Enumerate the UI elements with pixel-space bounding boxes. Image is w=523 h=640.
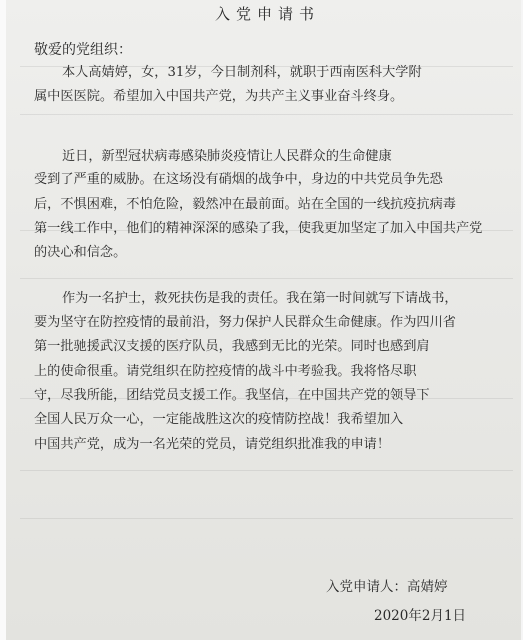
- paragraph-3-line: 全国人民万众一心，一定能战胜这次的疫情防控战！我希望加入: [34, 412, 404, 427]
- paragraph-2-line: 后，不惧困难，不怕危险，毅然冲在最前面。站在全国的一线抗疫抗病毒: [34, 197, 456, 212]
- paragraph-1-line: 属中医医院。希望加入中国共产党，为共产主义事业奋斗终身。: [34, 89, 404, 104]
- paragraph-2-line: 近日，新型冠状病毒感染肺炎疫情让人民群众的生命健康: [62, 149, 392, 164]
- ruled-line: [20, 470, 513, 471]
- salutation: 敬爱的党组织：: [34, 42, 132, 58]
- ruled-line: [20, 114, 513, 115]
- paragraph-2-line: 受到了严重的威胁。在这场没有硝烟的战争中，身边的中共党员争先恐: [34, 172, 443, 187]
- paragraph-2-line: 的决心和信念。: [34, 245, 127, 260]
- paragraph-3-line: 要为坚守在防控疫情的最前沿，努力保护人民群众生命健康。作为四川省: [34, 315, 456, 330]
- applicant-label: 入党申请人：: [326, 579, 407, 595]
- applicant-name: 高婧婷: [407, 579, 448, 595]
- paragraph-3-line: 第一批驰援武汉支援的医疗队员，我感到无比的光荣。同时也感到肩: [34, 339, 430, 354]
- signature-date: 2020年2月1日: [374, 608, 467, 624]
- applicant-signature: [326, 575, 448, 595]
- paragraph-1-line: 本人高婧婷，女，31岁，今日制剂科，就职于西南医科大学附: [62, 65, 422, 80]
- paragraph-3-line: 作为一名护士，救死扶伤是我的责任。我在第一时间就写下请战书，: [62, 291, 458, 306]
- paragraph-3-line: 上的使命很重。请党组织在防控疫情的战斗中考验我。我将恪尽职: [34, 364, 417, 379]
- paragraph-3-line: 守，尽我所能，团结党员支援工作。我坚信，在中国共产党的领导下: [34, 388, 430, 403]
- ruled-line: [20, 278, 513, 279]
- document-title: 入党申请书: [214, 5, 320, 23]
- paragraph-2-line: 第一线工作中，他们的精神深深的感染了我，使我更加坚定了加入中国共产党: [34, 221, 483, 236]
- paragraph-3-line: 中国共产党，成为一名光荣的党员，请党组织批准我的申请！: [34, 437, 391, 452]
- ruled-line: [20, 518, 513, 519]
